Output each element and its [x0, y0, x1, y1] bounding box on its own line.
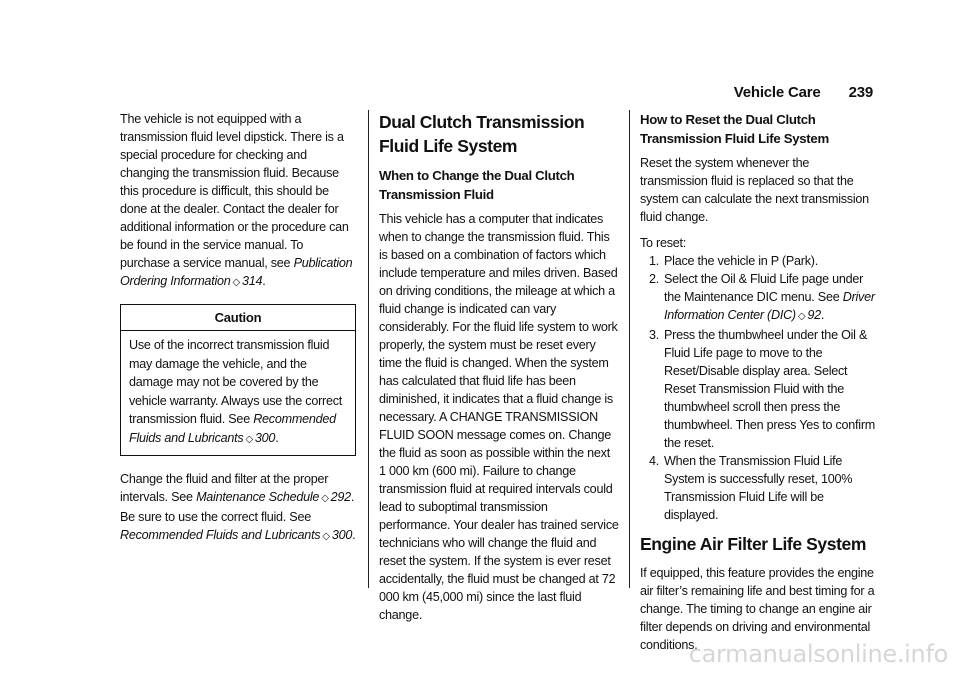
page-ref-arrow-icon: ◇: [797, 311, 806, 322]
page-number: 239: [848, 84, 873, 101]
section-heading: Dual Clutch Transmission Fluid Life System: [379, 112, 585, 156]
maintenance-schedule-link[interactable]: Maintenance Schedule: [196, 490, 320, 504]
fluid-life-paragraph: This vehicle has a computer that indicates when to change the transmission fluid. This is based on a combination of factors which include temperature and miles driven. Based on driving conditions, the mileage at which a fluid change is indicated can vary considerably. For the fluid life system to work properly, the system must be reset every time the fluid is changed. When the system has calculated that fluid life has been diminished, it indicates that a fluid change is necessary. A CHANGE TRANSMISSION FLUID SOON message comes on. Change the fluid as soon as possible within the next 1 000 km (600 mi). Failure to change transmission fluid at required intervals could lead to suboptimal transmission performance. Your dealer has trained service technicians who will change the fluid and reset the system. If the system is ever reset accidentally, the fluid must be changed at 72 000 km (45,000 mi) since the last fluid change.: [379, 212, 619, 622]
list-item: 2. Select the Oil & Fluid Life page under the Maintenance DIC menu. See Driver Information Center (DIC) ◇ 92.: [648, 272, 875, 322]
fluids-reference-link[interactable]: Recommended Fluids and Lubricants: [120, 528, 321, 542]
caution-page-ref[interactable]: 300: [254, 430, 276, 445]
reset-steps-list: [640, 252, 880, 524]
air-filter-heading: Engine Air Filter Life System: [640, 534, 867, 554]
dic-page-ref[interactable]: 92: [807, 308, 821, 322]
to-reset-label: To reset:: [640, 236, 687, 250]
dic-reference-link[interactable]: Driver Information Center (DIC): [664, 290, 875, 322]
column-divider: [629, 110, 630, 588]
page-ref-arrow-icon: ◇: [232, 277, 240, 288]
subsection-heading: When to Change the Dual Clutch Transmission Fluid: [379, 168, 575, 202]
watermark: carmanualsonline.info: [688, 640, 948, 668]
caution-box: [120, 304, 356, 456]
page-ref-arrow-icon: ◇: [321, 493, 329, 504]
intro-paragraph: The vehicle is not equipped with a transmission fluid level dipstick. There is a special procedure for checking and changing the transmission fluid. Because this procedure is difficult, this should be done at the dealer. Contact the dealer for additional information or the procedure can be found in the service manual. To purchase a service manual, see Publication Ordering Information ◇ 314.: [120, 112, 353, 288]
column-middle: [379, 110, 619, 632]
column-left: [120, 110, 356, 554]
list-item: 4. When the Transmission Fluid Life System is successfully reset, 100% Transmission Fluid Life will be displayed.: [648, 454, 853, 522]
fluids-page-ref[interactable]: 300: [331, 528, 353, 542]
page-ref-arrow-icon: ◇: [245, 433, 253, 445]
caution-title: Caution: [121, 305, 355, 331]
caution-text: Use of the incorrect transmission fluid may damage the vehicle, and the damage may not be covered by the vehicle warranty. Always use the correct transmission fluid. See Recommended Fluids and Lubricants ◇ 300.: [129, 338, 343, 445]
reset-intro-paragraph: Reset the system whenever the transmission fluid is replaced so that the system can calculate the next transmission fluid change.: [640, 156, 869, 224]
page-header: [734, 84, 873, 101]
intro-page-ref[interactable]: 314: [241, 274, 263, 288]
caution-reference-link[interactable]: Recommended Fluids and Lubricants: [129, 412, 336, 445]
list-item: 3. Press the thumbwheel under the Oil & Fluid Life page to move to the Reset/Disable display area. Select Reset Transmission Fluid with the thumbwheel scroll then press the thumbwheel. Then press Yes to confirm the reset.: [648, 328, 876, 450]
list-item: 1. Place the vehicle in P (Park).: [648, 254, 818, 268]
maintenance-page-ref[interactable]: 292: [330, 490, 351, 504]
page-ref-arrow-icon: ◇: [322, 531, 330, 542]
change-fluid-paragraph: Change the fluid and filter at the proper intervals. See Maintenance Schedule ◇ 292. Be sure to use the correct fluid. See Recommended Fluids and Lubricants ◇ 300.: [120, 472, 356, 542]
intro-reference-link[interactable]: Publication Ordering Information: [120, 256, 353, 288]
column-right: [640, 110, 880, 662]
section-title: Vehicle Care: [733, 84, 821, 101]
air-filter-paragraph: If equipped, this feature provides the engine air filter’s remaining life and best timing for a change. The timing to change an engine air filter depends on driving and environmental conditions.: [640, 566, 875, 652]
column-divider: [368, 110, 369, 588]
reset-subheading: How to Reset the Dual Clutch Transmission Fluid Life System: [640, 112, 829, 146]
